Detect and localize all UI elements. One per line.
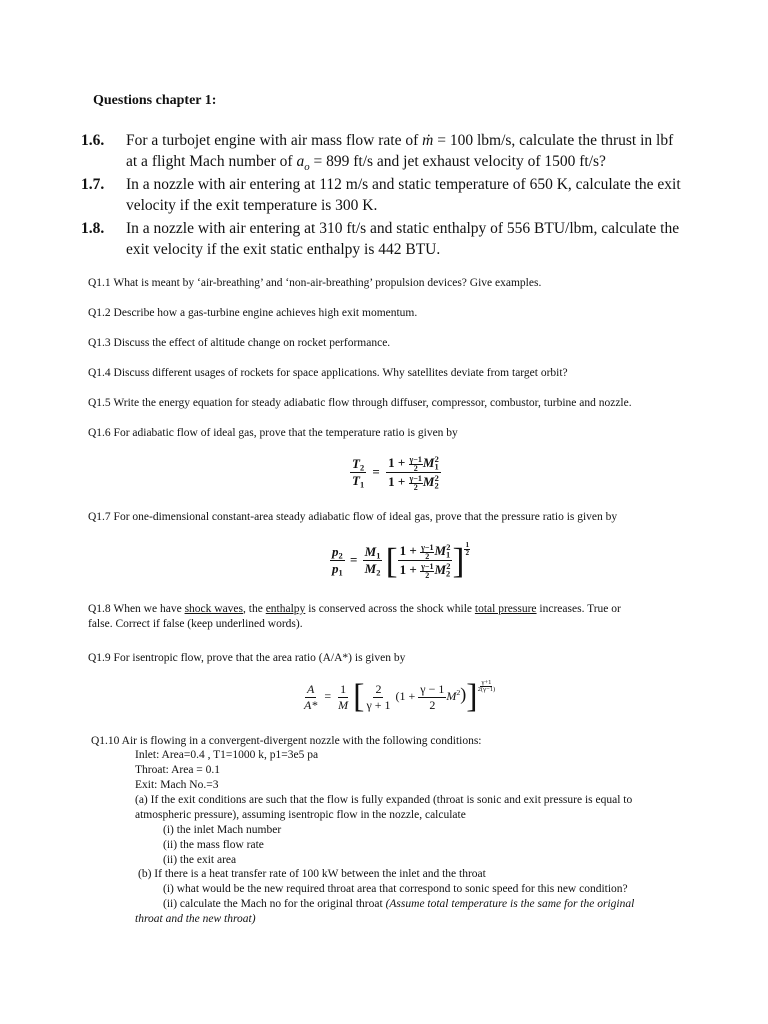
question-number: 1.8. <box>81 220 105 237</box>
question-q1-7: Q1.7 For one-dimensional constant-area steady adiabatic flow of ideal gas, prove that the pressure ratio is given by <box>88 511 618 523</box>
q1-10-part-a-cont: atmospheric pressure), assuming isentropic flow in the nozzle, calculate <box>135 809 466 821</box>
q1-10-inlet: Inlet: Area=0.4 , T1=1000 k, p1=3e5 pa <box>135 749 319 761</box>
q1-10-a-iii: (ii) the exit area <box>163 854 237 866</box>
q1-10-exit: Exit: Mach No.=3 <box>135 779 219 791</box>
equation-area-ratio: $\frac{A}{A*}$ = $\frac{1}{M}$ [ $\frac{2}{\gamma + 1}$ (1 + $\frac{\gamma - 1}{2}$ $M^2$)] $\frac{\gamma+1}{2(\gamma-1)}$ <box>304 678 496 715</box>
q1-10-throat: Throat: Area = 0.1 <box>135 764 221 776</box>
question-1-6: 1.6. For a turbojet engine with air mass flow rate of ṁ = 100 lbm/s, calculate the thrust in lbf at a flight Mach number of $a_o = 899$ ft/s and jet exhaust velocity of 1500 ft/s? <box>81 132 674 174</box>
equation-temperature-ratio: $\frac{T_2}{T_1}$ = 1 + $\frac{\gamma-1}{2}$ $M_1^2$ 1 + $\frac{\gamma-1}{2}$ $M_2^2$ <box>352 454 439 492</box>
underlined-total-pressure: total pressure <box>474 603 537 615</box>
question-number: 1.7. <box>81 176 105 193</box>
q1-10-a-i: (i) the inlet Mach number <box>163 824 282 836</box>
q1-10-part-a: (a) If the exit conditions are such that the flow is fully expanded (throat is sonic and exit pressure is equal to <box>135 794 633 806</box>
question-1-8: 1.8. In a nozzle with air entering at 310 ft/s and static enthalpy of 556 BTU/lbm, calculate the exit velocity if the exit static enthalpy is 442 BTU. <box>81 220 680 258</box>
q1-10-a-ii: (ii) the mass flow rate <box>163 839 264 851</box>
question-q1-5: Q1.5 Write the energy equation for steady adiabatic flow through diffuser, compressor, combustor, turbine and nozzle. <box>88 397 632 409</box>
q1-10-b-ii-cont: throat and the new throat) <box>135 913 256 925</box>
question-q1-9: Q1.9 For isentropic flow, prove that the area ratio (A/A*) is given by <box>88 652 406 664</box>
question-q1-4: Q1.4 Discuss different usages of rockets for space applications. Why satellites deviate from target orbit? <box>88 367 568 379</box>
q1-10-b-ii: (ii) calculate the Mach no for the original throat (Assume total temperature is the same for the original <box>163 898 635 910</box>
underlined-shock-waves: shock waves <box>184 603 244 615</box>
q1-10-part-b: (b) If there is a heat transfer rate of 100 kW between the inlet and the throat <box>138 868 486 880</box>
equation-pressure-ratio: $\frac{p_2}{p_1}$ = $\frac{M_1}{M_2}$ [ 1 + $\frac{\gamma-1}{2}$ $M_1^2$ 1 + $\frac{\gamma-1}{2}$ $M_2^2$ ] $\frac{1}{2}$ <box>332 540 470 581</box>
question-q1-10: Q1.10 Air is flowing in a convergent-divergent nozzle with the following conditions: <box>91 735 482 747</box>
question-q1-3: Q1.3 Discuss the effect of altitude change on rocket performance. <box>88 337 391 349</box>
question-number: 1.6. <box>81 132 105 149</box>
q1-10-b-i: (i) what would be the new required throat area that correspond to sonic speed for this new condition? <box>163 883 628 895</box>
page-heading: Questions chapter 1: <box>93 93 217 108</box>
question-q1-6: Q1.6 For adiabatic flow of ideal gas, prove that the temperature ratio is given by <box>88 427 458 439</box>
question-q1-8: Q1.8 When we have shock waves, the enthalpy is conserved across the shock while total pressure increases. True or false. Correct if false (keep underlined words). <box>88 603 621 630</box>
question-q1-1: Q1.1 What is meant by ‘air-breathing’ and ‘non-air-breathing’ propulsion devices? Give examples. <box>88 277 542 289</box>
question-q1-2: Q1.2 Describe how a gas-turbine engine achieves high exit momentum. <box>88 307 418 319</box>
underlined-enthalpy: enthalpy <box>265 603 306 615</box>
question-1-7: 1.7. In a nozzle with air entering at 112 m/s and static temperature of 650 K, calculate the exit velocity if the exit temperature is 300 K. <box>81 176 681 214</box>
